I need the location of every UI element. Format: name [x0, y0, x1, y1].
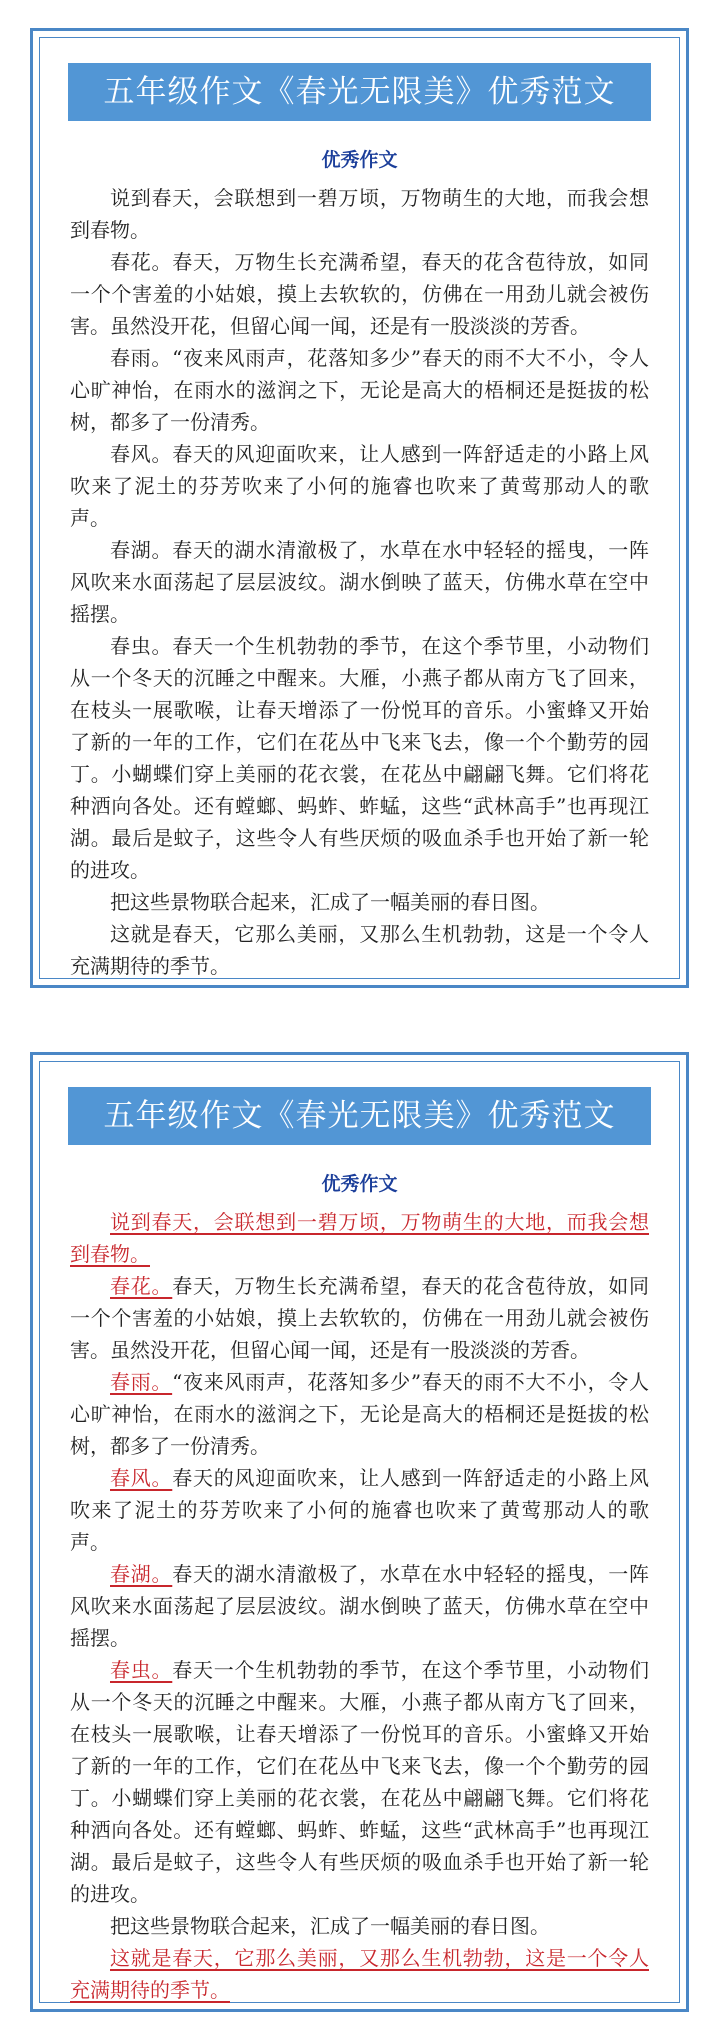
highlighted-lead: 说到春天，会联想到一碧万顷，万物萌生的大地，而我会想到春物。: [70, 1210, 649, 1266]
paragraph: [70, 438, 649, 534]
paragraph: [70, 1942, 649, 2006]
paragraph-lead: 春湖。: [110, 538, 173, 562]
paragraph: [70, 1366, 649, 1462]
highlighted-lead: 春花。: [110, 1274, 173, 1298]
paragraph-text: 春天的风迎面吹来，让人感到一阵舒适走的小路上风吹来了泥土的芬芳吹来了小何的施睿也吹来了黄莺那动人的歌声。: [70, 1466, 650, 1554]
title-banner: 五年级作文《春光无限美》优秀范文: [68, 63, 651, 121]
card-frame: [39, 37, 680, 979]
paragraph-text: 春天一个生机勃勃的季节，在这个季节里，小动物们从一个冬天的沉睡之中醒来。大雁，小燕子都从南方飞了回来，在枝头一展歌喉，让春天增添了一份悦耳的音乐。小蜜蜂又开始了新的一年的工作，它们在花丛中飞来飞去，像一个个勤劳的园丁。小蝴蝶们穿上美丽的花衣裳，在花丛中翩翩飞舞。它们将花种洒向各处。还有螳螂、蚂蚱、蚱蜢，这些“武林高手”也再现江湖。最后是蚊子，这些令人有些厌烦的吸血杀手也开始了新一轮的进攻。: [70, 634, 650, 882]
paragraph: [70, 1558, 649, 1654]
paragraph-text: 春天，万物生长充满希望，春天的花含苞待放，如同一个个害羞的小姑娘，摸上去软软的，仿佛在一用劲儿就会被伤害。虽然没开花，但留心闻一闻，还是有一股淡淡的芳香。: [70, 1274, 650, 1362]
paragraph-text: “夜来风雨声，花落知多少”春天的雨不大不小，令人心旷神怡，在雨水的滋润之下，无论是高大的梧桐还是挺拔的松树，都多了一份清秀。: [70, 1370, 649, 1458]
highlighted-lead: 春雨。: [110, 1370, 173, 1394]
highlighted-lead: 这就是春天，它那么美丽，又那么生机勃勃，这是一个令人充满期待的季节。: [70, 1946, 649, 2002]
paragraph-lead: 春花。: [110, 250, 173, 274]
paragraph: [70, 1206, 649, 1270]
paragraph: [70, 886, 649, 918]
essay-card-plain: [30, 28, 689, 988]
paragraph: [70, 182, 649, 246]
paragraph: [70, 1462, 649, 1558]
paragraph: [70, 918, 649, 982]
paragraph-lead: 说到春天，会联想到一碧万顷，万物萌生的大地，而我会想到春物。: [70, 186, 649, 242]
paragraph-lead: 春虫。: [110, 634, 173, 658]
highlighted-lead: 春湖。: [110, 1562, 173, 1586]
paragraph: [70, 1654, 649, 1910]
essay-card-annotated: [30, 1052, 689, 2012]
paragraph: [70, 630, 649, 886]
paragraph-text: 春天的湖水清澈极了，水草在水中轻轻的摇曳，一阵风吹来水面荡起了层层波纹。湖水倒映了蓝天，仿佛水草在空中摇摆。: [70, 1562, 650, 1650]
paragraph-lead: 春风。: [110, 442, 173, 466]
paragraph-text: 春天的湖水清澈极了，水草在水中轻轻的摇曳，一阵风吹来水面荡起了层层波纹。湖水倒映了蓝天，仿佛水草在空中摇摆。: [70, 538, 650, 626]
paragraph: [70, 1910, 649, 1942]
essay-subtitle: 优秀作文: [321, 1173, 398, 1195]
paragraph: [70, 246, 649, 342]
title-banner: 五年级作文《春光无限美》优秀范文: [68, 1087, 651, 1145]
highlighted-lead: 春虫。: [110, 1658, 173, 1682]
paragraph-lead: 春雨。: [110, 346, 173, 370]
card-frame: [39, 1061, 680, 2003]
paragraph-text: 春天的风迎面吹来，让人感到一阵舒适走的小路上风吹来了泥土的芬芳吹来了小何的施睿也吹来了黄莺那动人的歌声。: [70, 442, 650, 530]
paragraph: [70, 342, 649, 438]
essay-body: [70, 1206, 649, 2006]
paragraph-text: 把这些景物联合起来，汇成了一幅美丽的春日图。: [110, 890, 550, 914]
essay-subtitle: 优秀作文: [321, 149, 398, 171]
paragraph-lead: 这就是春天，它那么美丽，又那么生机勃勃，这是一个令人充满期待的季节。: [70, 922, 649, 978]
highlighted-lead: 春风。: [110, 1466, 173, 1490]
essay-body: [70, 182, 649, 982]
paragraph: [70, 534, 649, 630]
paragraph-text: 春天一个生机勃勃的季节，在这个季节里，小动物们从一个冬天的沉睡之中醒来。大雁，小燕子都从南方飞了回来，在枝头一展歌喉，让春天增添了一份悦耳的音乐。小蜜蜂又开始了新的一年的工作，它们在花丛中飞来飞去，像一个个勤劳的园丁。小蝴蝶们穿上美丽的花衣裳，在花丛中翩翩飞舞。它们将花种洒向各处。还有螳螂、蚂蚱、蚱蜢，这些“武林高手”也再现江湖。最后是蚊子，这些令人有些厌烦的吸血杀手也开始了新一轮的进攻。: [70, 1658, 650, 1906]
paragraph-text: “夜来风雨声，花落知多少”春天的雨不大不小，令人心旷神怡，在雨水的滋润之下，无论是高大的梧桐还是挺拔的松树，都多了一份清秀。: [70, 346, 649, 434]
paragraph-text: 把这些景物联合起来，汇成了一幅美丽的春日图。: [110, 1914, 550, 1938]
paragraph: [70, 1270, 649, 1366]
paragraph-text: 春天，万物生长充满希望，春天的花含苞待放，如同一个个害羞的小姑娘，摸上去软软的，仿佛在一用劲儿就会被伤害。虽然没开花，但留心闻一闻，还是有一股淡淡的芳香。: [70, 250, 650, 338]
